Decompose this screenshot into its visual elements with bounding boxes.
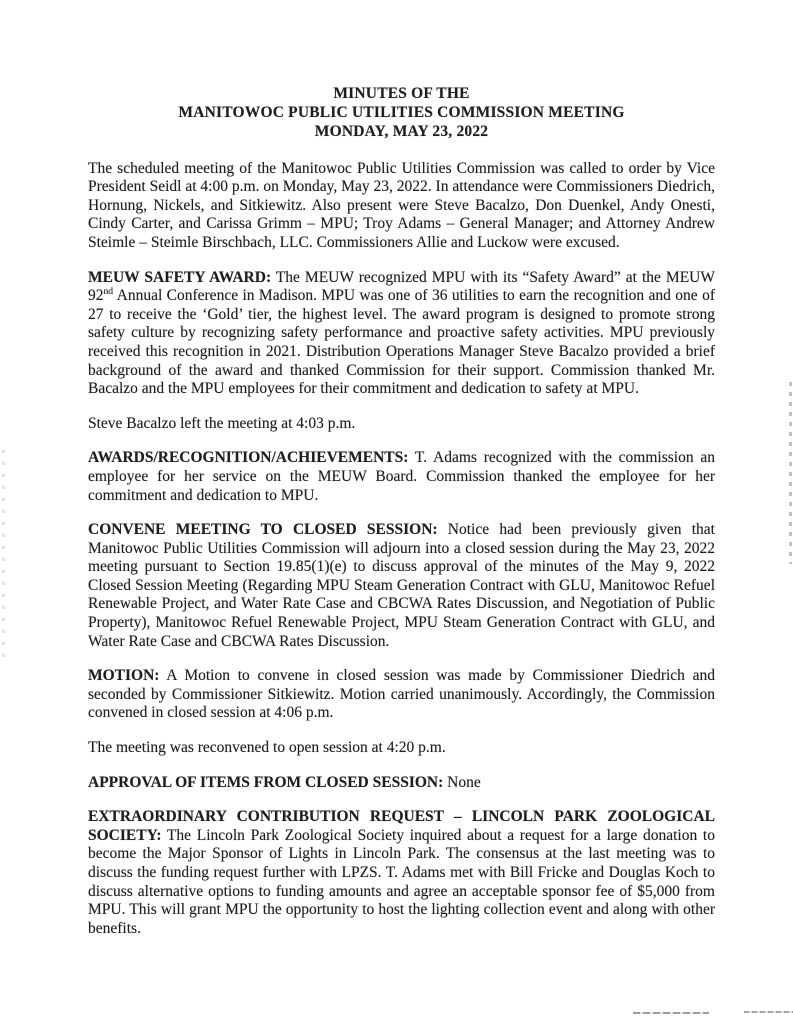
- motion-body: A Motion to convene in closed session was made by Commissioner Diedrich and seconded by Commissioner Sitkiewitz. Motion carried unanimously. Accordingly, the Commission convened in closed session at 4:06 p.m.: [88, 667, 715, 722]
- motion-heading: MOTION:: [88, 667, 160, 685]
- title-line-commission: MANITOWOC PUBLIC UTILITIES COMMISSION MEETING: [178, 104, 625, 122]
- title-line-date: MONDAY, MAY 23, 2022: [314, 123, 489, 141]
- section-meuw-safety-award: [88, 269, 715, 399]
- meuw-safety-award-heading: MEUW SAFETY AWARD:: [88, 268, 272, 286]
- extraordinary-contribution-body: The Lincoln Park Zoological Society inquired about a request for a large donation to become the Major Sponsor of Lights in Lincoln Park. The consensus at the last meeting was to discuss the funding request further with LPZS. T. Adams met with Bill Fricke and Douglas Koch to discuss alternative options to funding amounts and agree an acceptable sponsor fee of $5,000 from MPU. This will grant MPU the opportunity to host the lighting collection event and along with other benefits.: [88, 826, 715, 937]
- paragraph-call-to-order: The scheduled meeting of the Manitowoc Public Utilities Commission was called to order by Vice President Seidl at 4:00 p.m. on Monday, May 23, 2022. In attendance were Commissioners Diedrich, Hornung, Nickels, and Sitkiewitz. Also present were Steve Bacalzo, Don Duenkel, Andy Onesti, Cindy Carter, and Carissa Grimm – MPU; Troy Adams – General Manager; and Attorney Andrew Steimle – Steimle Birschbach, LLC. Commissioners Allie and Luckow were excused.: [88, 159, 715, 251]
- paragraph-bacalzo-left: Steve Bacalzo left the meeting at 4:03 p.m.: [88, 414, 356, 432]
- ordinal-superscript: nd: [103, 286, 114, 298]
- section-extraordinary-contribution: [88, 808, 715, 938]
- approval-closed-session-body: None: [443, 773, 481, 791]
- approval-closed-session-heading: APPROVAL OF ITEMS FROM CLOSED SESSION:: [88, 773, 444, 791]
- section-convene-closed-session: [88, 521, 715, 651]
- title-line-minutes: MINUTES OF THE: [333, 85, 470, 102]
- awards-recognition-body: T. Adams recognized with the commission an employee for her service on the MEUW Board. Commission thanked the employee for her commitment and dedication to MPU.: [88, 449, 715, 504]
- awards-recognition-heading: AWARDS/RECOGNITION/ACHIEVEMENTS:: [88, 449, 409, 467]
- paragraph-reconvened: The meeting was reconvened to open session at 4:20 p.m.: [88, 739, 446, 757]
- extraordinary-contribution-heading: EXTRAORDINARY CONTRIBUTION REQUEST – LINCOLN PARK ZOOLOGICAL SOCIETY:: [88, 808, 715, 844]
- document-title: [88, 84, 715, 142]
- meuw-safety-award-body-2: Annual Conference in Madison. MPU was one of 36 utilities to earn the recognition and one of 27 to receive the ‘Gold’ tier, the highest level. The award program is designed to promote strong safety culture by recognizing safety performance and proactive safety activities. MPU previously received this recognition in 2021. Distribution Operations Manager Steve Bacalzo provided a brief background of the award and thanked Commission for their support. Commission thanked Mr. Bacalzo and the MPU employees for their commitment and dedication to safety at MPU.: [88, 287, 715, 398]
- section-motion: [88, 667, 715, 723]
- convene-closed-session-body: Notice had been previously given that Manitowoc Public Utilities Commission will adjourn into a closed session during the May 23, 2022 meeting pursuant to Section 19.85(1)(e) to discuss approval of the minutes of the May 9, 2022 Closed Session Meeting (Regarding MPU Steam Generation Contract with GLU, Manitowoc Refuel Renewable Project, and Water Rate Case and CBCWA Rates Discussion, and Negotiation of Public Property), Manitowoc Refuel Renewable Project, MPU Steam Generation Contract with GLU, and Water Rate Case and CBCWA Rates Discussion.: [88, 521, 715, 650]
- meuw-safety-award-body-1: The MEUW recognized MPU with its “Safety Award” at the MEUW 92: [88, 268, 715, 305]
- convene-closed-session-heading: CONVENE MEETING TO CLOSED SESSION:: [88, 521, 438, 539]
- section-approval-closed-session: [88, 774, 715, 793]
- section-awards-recognition: [88, 449, 715, 505]
